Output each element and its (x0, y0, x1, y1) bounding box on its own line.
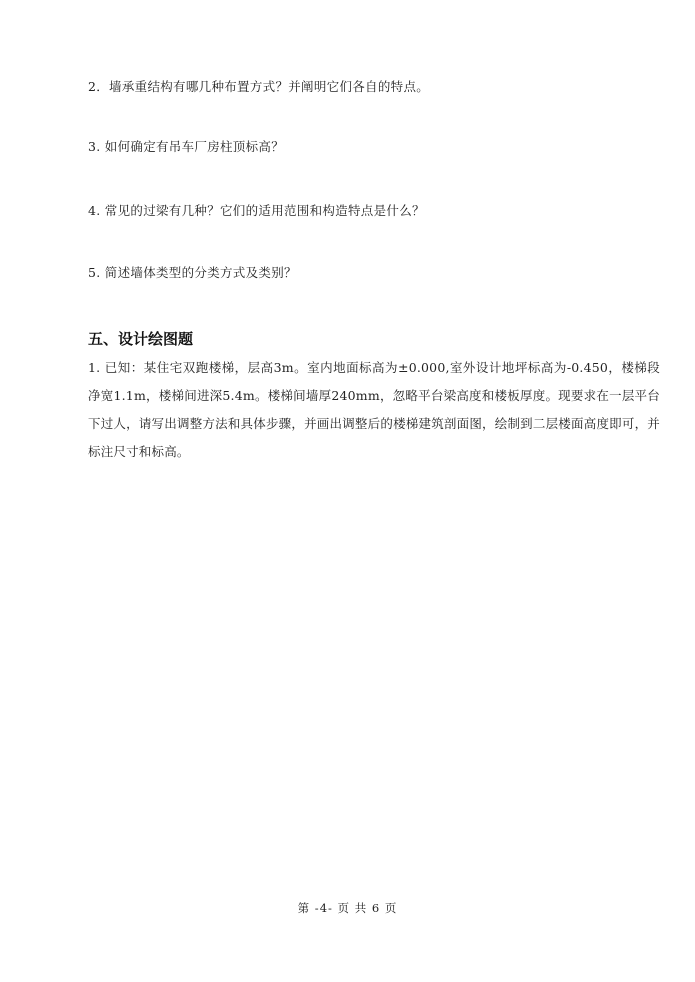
question-3: 3. 如何确定有吊车厂房柱顶标高？ (88, 139, 285, 154)
question-2: 2．墙承重结构有哪几种布置方式？并阐明它们各自的特点。 (88, 79, 430, 94)
question-5: 5. 简述墙体类型的分类方式及类别？ (88, 265, 297, 280)
question-4: 4. 常见的过梁有几种？它们的适用范围和构造特点是什么？ (88, 203, 425, 218)
section-title: 五、设计绘图题 (88, 330, 194, 348)
design-question-paragraph: 1. 已知：某住宅双跑楼梯，层高3m。室内地面标高为±0.000,室外设计地坪标高为-0.450，楼梯段净宽1.1m，楼梯间进深5.4m。楼梯间墙厚240mm，忽略平台梁高度和楼板厚度。现要求在一层平台下过人，请写出调整方法和具体步骤，并画出调整后的楼梯建筑剖面图，绘制到二层楼面高度即可，并标注尺寸和标高。 (88, 360, 660, 459)
page-footer: 第 -4- 页 共 6 页 (297, 901, 398, 915)
